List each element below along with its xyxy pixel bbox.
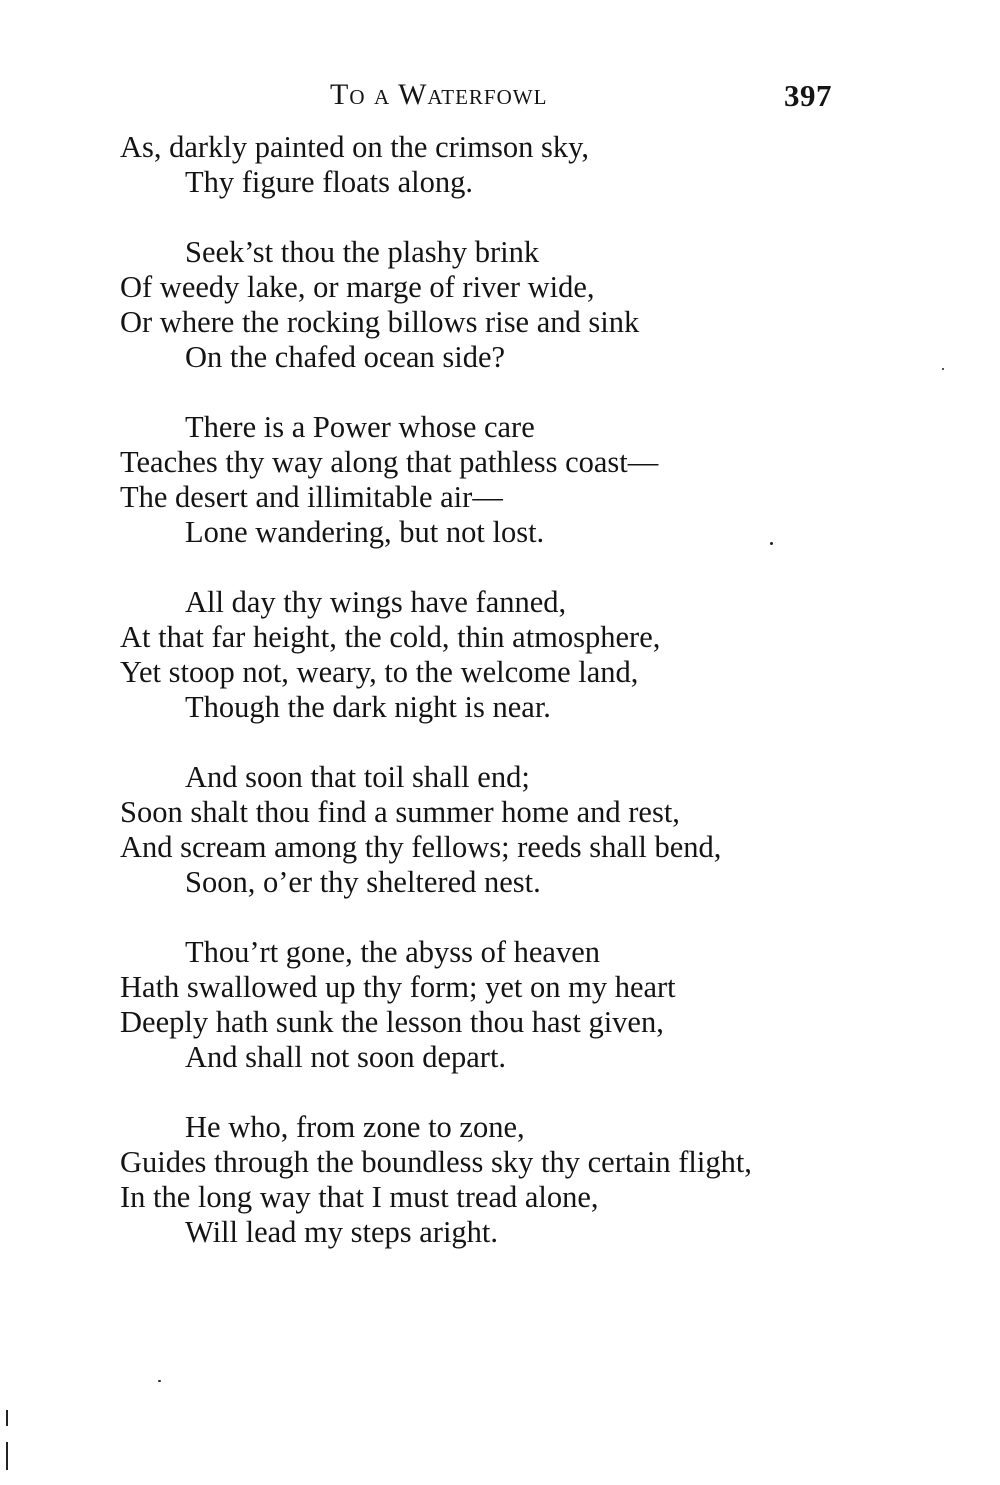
stanza	[120, 760, 880, 900]
poem-line: The desert and illimitable air—	[120, 480, 503, 514]
poem-line: There is a Power whose care	[185, 410, 535, 444]
poem-line: Teaches thy way along that pathless coast—	[120, 445, 659, 479]
poem-body	[120, 130, 880, 1285]
poem-line: Lone wandering, but not lost.	[185, 515, 545, 549]
poem-line: Or where the rocking billows rise and sink	[120, 305, 640, 339]
poem-line: And scream among thy fellows; reeds shall bend,	[120, 830, 722, 864]
poem-line: In the long way that I must tread alone,	[120, 1180, 599, 1214]
scan-speck	[158, 1380, 161, 1382]
poem-line: Though the dark night is near.	[185, 690, 551, 724]
poem-line: Guides through the boundless sky thy certain flight,	[120, 1145, 752, 1179]
poem-line: As, darkly painted on the crimson sky,	[120, 130, 589, 164]
poem-line: And shall not soon depart.	[185, 1040, 507, 1074]
running-title: To a Waterfowl	[330, 78, 548, 111]
poem-line: Thy figure floats along.	[185, 165, 473, 199]
stanza	[120, 935, 880, 1075]
poem-line: Soon, o’er thy sheltered nest.	[185, 865, 541, 899]
poem-line: Seek’st thou the plashy brink	[185, 235, 540, 269]
stanza	[120, 1110, 880, 1250]
page-number: 397	[784, 78, 832, 113]
poem-line: Soon shalt thou find a summer home and rest,	[120, 795, 680, 829]
scan-mark	[6, 1410, 8, 1426]
poem-line: All day thy wings have fanned,	[185, 585, 567, 619]
poem-line: He who, from zone to zone,	[185, 1110, 525, 1144]
stanza	[120, 235, 880, 375]
poem-line: And soon that toil shall end;	[185, 760, 530, 794]
scan-speck	[770, 542, 773, 545]
poem-line: Of weedy lake, or marge of river wide,	[120, 270, 595, 304]
scan-speck	[942, 368, 944, 370]
poem-line: Hath swallowed up thy form; yet on my heart	[120, 970, 676, 1004]
poem-line: On the chafed ocean side?	[185, 340, 506, 374]
poem-line: Thou’rt gone, the abyss of heaven	[185, 935, 601, 969]
stanza	[120, 410, 880, 550]
scan-mark	[6, 1442, 8, 1470]
poem-line: Will lead my steps aright.	[185, 1215, 499, 1249]
poem-line: Yet stoop not, weary, to the welcome land,	[120, 655, 639, 689]
stanza	[120, 130, 880, 200]
stanza	[120, 585, 880, 725]
poem-line: At that far height, the cold, thin atmosphere,	[120, 620, 661, 654]
poem-line: Deeply hath sunk the lesson thou hast given,	[120, 1005, 664, 1039]
